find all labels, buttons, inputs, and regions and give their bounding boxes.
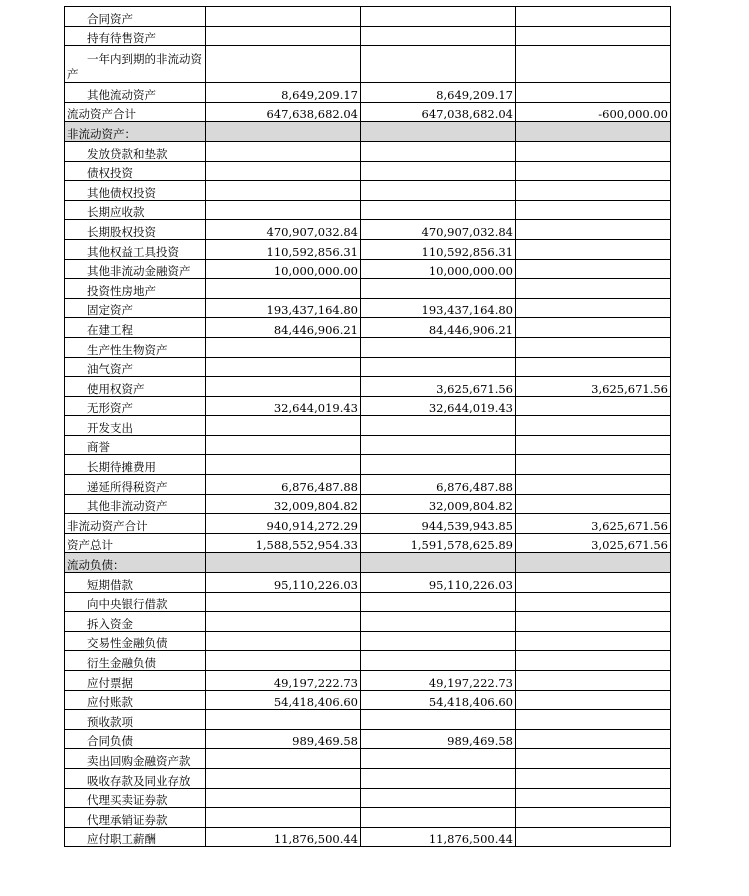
value-cell-col3	[516, 26, 671, 46]
row-label: 卖出回购金融资产款	[65, 749, 206, 769]
value-cell-col1: 940,914,272.29	[206, 514, 361, 534]
value-cell-col3	[516, 83, 671, 103]
table-row	[65, 435, 671, 455]
table-row	[65, 651, 671, 671]
value-cell-col2: 3,625,671.56	[361, 377, 516, 397]
table-row	[65, 181, 671, 201]
value-cell-col3	[516, 592, 671, 612]
value-cell-col3	[516, 259, 671, 279]
balance-sheet-body	[65, 7, 671, 847]
row-label: 合同资产	[65, 7, 206, 27]
value-cell-col3	[516, 749, 671, 769]
value-cell-col2	[361, 553, 516, 573]
value-cell-col1	[206, 122, 361, 142]
value-cell-col3	[516, 827, 671, 847]
value-cell-col1: 989,469.58	[206, 729, 361, 749]
row-label: 固定资产	[65, 298, 206, 318]
value-cell-col2	[361, 710, 516, 730]
row-label: 短期借款	[65, 573, 206, 593]
table-row	[65, 788, 671, 808]
table-row	[65, 573, 671, 593]
value-cell-col3	[516, 553, 671, 573]
value-cell-col1	[206, 416, 361, 436]
row-label: 投资性房地产	[65, 279, 206, 299]
value-cell-col3	[516, 46, 671, 83]
value-cell-col1	[206, 553, 361, 573]
value-cell-col1: 6,876,487.88	[206, 475, 361, 495]
value-cell-col3	[516, 279, 671, 299]
table-row	[65, 416, 671, 436]
value-cell-col2	[361, 808, 516, 828]
value-cell-col3	[516, 122, 671, 142]
value-cell-col3	[516, 357, 671, 377]
value-cell-col2	[361, 455, 516, 475]
row-label: 开发支出	[65, 416, 206, 436]
value-cell-col3	[516, 141, 671, 161]
value-cell-col1	[206, 377, 361, 397]
value-cell-col1: 1,588,552,954.33	[206, 533, 361, 553]
table-row	[65, 396, 671, 416]
table-row	[65, 768, 671, 788]
table-row	[65, 220, 671, 240]
value-cell-col1	[206, 455, 361, 475]
table-row	[65, 671, 671, 691]
value-cell-col1: 470,907,032.84	[206, 220, 361, 240]
value-cell-col3	[516, 631, 671, 651]
value-cell-col2	[361, 26, 516, 46]
table-row	[65, 102, 671, 122]
table-row	[65, 533, 671, 553]
value-cell-col2: 84,446,906.21	[361, 318, 516, 338]
value-cell-col1: 32,009,804.82	[206, 494, 361, 514]
value-cell-col1: 11,876,500.44	[206, 827, 361, 847]
value-cell-col2	[361, 749, 516, 769]
row-label: 油气资产	[65, 357, 206, 377]
row-label: 应付账款	[65, 690, 206, 710]
row-label: 非流动资产合计	[65, 514, 206, 534]
value-cell-col3	[516, 455, 671, 475]
value-cell-col3	[516, 808, 671, 828]
value-cell-col2	[361, 279, 516, 299]
row-label: 在建工程	[65, 318, 206, 338]
row-label: 一年内到期的非流动资产	[65, 46, 206, 83]
value-cell-col2: 944,539,943.85	[361, 514, 516, 534]
value-cell-col2	[361, 435, 516, 455]
row-label: 长期应收款	[65, 200, 206, 220]
value-cell-col2: 6,876,487.88	[361, 475, 516, 495]
value-cell-col1: 84,446,906.21	[206, 318, 361, 338]
value-cell-col1	[206, 279, 361, 299]
value-cell-col1: 32,644,019.43	[206, 396, 361, 416]
value-cell-col3	[516, 671, 671, 691]
value-cell-col2	[361, 788, 516, 808]
value-cell-col3	[516, 768, 671, 788]
value-cell-col1	[206, 612, 361, 632]
value-cell-col3	[516, 200, 671, 220]
value-cell-col2: 989,469.58	[361, 729, 516, 749]
value-cell-col3	[516, 475, 671, 495]
value-cell-col2: 470,907,032.84	[361, 220, 516, 240]
row-label: 其他非流动金融资产	[65, 259, 206, 279]
table-row	[65, 318, 671, 338]
section-header-row	[65, 122, 671, 142]
value-cell-col3	[516, 239, 671, 259]
row-label: 商誉	[65, 435, 206, 455]
value-cell-col3	[516, 220, 671, 240]
table-row	[65, 279, 671, 299]
value-cell-col1	[206, 808, 361, 828]
value-cell-col2	[361, 651, 516, 671]
value-cell-col1	[206, 7, 361, 27]
row-label: 生产性生物资产	[65, 337, 206, 357]
row-label: 代理买卖证券款	[65, 788, 206, 808]
value-cell-col2: 647,038,682.04	[361, 102, 516, 122]
value-cell-col3	[516, 416, 671, 436]
value-cell-col3	[516, 161, 671, 181]
table-row	[65, 46, 671, 83]
value-cell-col2	[361, 7, 516, 27]
row-label: 其他权益工具投资	[65, 239, 206, 259]
value-cell-col1: 54,418,406.60	[206, 690, 361, 710]
table-row	[65, 494, 671, 514]
value-cell-col1	[206, 181, 361, 201]
value-cell-col1	[206, 592, 361, 612]
value-cell-col3	[516, 494, 671, 514]
row-label: 非流动资产：	[65, 122, 206, 142]
value-cell-col2	[361, 181, 516, 201]
value-cell-col2: 110,592,856.31	[361, 239, 516, 259]
value-cell-col3	[516, 337, 671, 357]
row-label: 交易性金融负债	[65, 631, 206, 651]
row-label: 使用权资产	[65, 377, 206, 397]
value-cell-col1: 10,000,000.00	[206, 259, 361, 279]
value-cell-col3	[516, 396, 671, 416]
value-cell-col1	[206, 435, 361, 455]
value-cell-col2: 32,644,019.43	[361, 396, 516, 416]
row-label: 向中央银行借款	[65, 592, 206, 612]
row-label: 预收款项	[65, 710, 206, 730]
row-label: 吸收存款及同业存放	[65, 768, 206, 788]
value-cell-col2	[361, 592, 516, 612]
table-row	[65, 455, 671, 475]
value-cell-col2	[361, 416, 516, 436]
value-cell-col3	[516, 318, 671, 338]
value-cell-col3	[516, 710, 671, 730]
value-cell-col1	[206, 141, 361, 161]
value-cell-col1: 49,197,222.73	[206, 671, 361, 691]
row-label: 应付票据	[65, 671, 206, 691]
table-row	[65, 239, 671, 259]
value-cell-col2: 54,418,406.60	[361, 690, 516, 710]
table-row	[65, 357, 671, 377]
row-label: 合同负债	[65, 729, 206, 749]
value-cell-col2: 49,197,222.73	[361, 671, 516, 691]
value-cell-col3	[516, 651, 671, 671]
table-row	[65, 298, 671, 318]
value-cell-col1	[206, 357, 361, 377]
row-label: 长期股权投资	[65, 220, 206, 240]
value-cell-col2	[361, 161, 516, 181]
row-label: 应付职工薪酬	[65, 827, 206, 847]
row-label: 债权投资	[65, 161, 206, 181]
value-cell-col1	[206, 651, 361, 671]
value-cell-col1	[206, 26, 361, 46]
value-cell-col3	[516, 729, 671, 749]
value-cell-col2: 32,009,804.82	[361, 494, 516, 514]
table-row	[65, 808, 671, 828]
value-cell-col2: 10,000,000.00	[361, 259, 516, 279]
row-label: 其他债权投资	[65, 181, 206, 201]
value-cell-col3: 3,625,671.56	[516, 514, 671, 534]
value-cell-col1: 110,592,856.31	[206, 239, 361, 259]
value-cell-col1	[206, 788, 361, 808]
value-cell-col1: 647,638,682.04	[206, 102, 361, 122]
value-cell-col1	[206, 710, 361, 730]
value-cell-col1: 95,110,226.03	[206, 573, 361, 593]
table-row	[65, 475, 671, 495]
value-cell-col2	[361, 612, 516, 632]
table-row	[65, 26, 671, 46]
value-cell-col3: 3,625,671.56	[516, 377, 671, 397]
row-label: 资产总计	[65, 533, 206, 553]
value-cell-col2: 11,876,500.44	[361, 827, 516, 847]
value-cell-col3: 3,025,671.56	[516, 533, 671, 553]
row-label: 长期待摊费用	[65, 455, 206, 475]
row-label: 持有待售资产	[65, 26, 206, 46]
table-row	[65, 259, 671, 279]
row-label: 代理承销证券款	[65, 808, 206, 828]
value-cell-col1	[206, 749, 361, 769]
row-label: 流动资产合计	[65, 102, 206, 122]
table-row	[65, 710, 671, 730]
balance-sheet-table	[64, 6, 671, 847]
table-row	[65, 141, 671, 161]
value-cell-col3	[516, 788, 671, 808]
row-label: 其他流动资产	[65, 83, 206, 103]
value-cell-col3	[516, 298, 671, 318]
value-cell-col1: 193,437,164.80	[206, 298, 361, 318]
value-cell-col3: -600,000.00	[516, 102, 671, 122]
table-row	[65, 729, 671, 749]
value-cell-col1	[206, 46, 361, 83]
value-cell-col2: 8,649,209.17	[361, 83, 516, 103]
value-cell-col2: 193,437,164.80	[361, 298, 516, 318]
row-label: 发放贷款和垫款	[65, 141, 206, 161]
value-cell-col2	[361, 357, 516, 377]
row-label: 拆入资金	[65, 612, 206, 632]
row-label: 衍生金融负债	[65, 651, 206, 671]
value-cell-col2: 95,110,226.03	[361, 573, 516, 593]
value-cell-col3	[516, 612, 671, 632]
value-cell-col2	[361, 141, 516, 161]
value-cell-col2: 1,591,578,625.89	[361, 533, 516, 553]
value-cell-col1	[206, 200, 361, 220]
row-label: 流动负债：	[65, 553, 206, 573]
table-row	[65, 592, 671, 612]
table-row	[65, 749, 671, 769]
table-row	[65, 337, 671, 357]
value-cell-col1	[206, 337, 361, 357]
table-row	[65, 827, 671, 847]
row-label: 其他非流动资产	[65, 494, 206, 514]
table-row	[65, 83, 671, 103]
value-cell-col3	[516, 573, 671, 593]
table-row	[65, 514, 671, 534]
table-row	[65, 612, 671, 632]
value-cell-col2	[361, 46, 516, 83]
value-cell-col2	[361, 122, 516, 142]
value-cell-col3	[516, 181, 671, 201]
table-row	[65, 200, 671, 220]
table-row	[65, 377, 671, 397]
row-label: 递延所得税资产	[65, 475, 206, 495]
value-cell-col1	[206, 161, 361, 181]
value-cell-col3	[516, 435, 671, 455]
value-cell-col3	[516, 7, 671, 27]
value-cell-col2	[361, 337, 516, 357]
value-cell-col1	[206, 631, 361, 651]
value-cell-col3	[516, 690, 671, 710]
table-row	[65, 7, 671, 27]
value-cell-col2	[361, 631, 516, 651]
value-cell-col1	[206, 768, 361, 788]
table-row	[65, 161, 671, 181]
table-row	[65, 690, 671, 710]
table-row	[65, 631, 671, 651]
value-cell-col2	[361, 200, 516, 220]
row-label: 无形资产	[65, 396, 206, 416]
value-cell-col1: 8,649,209.17	[206, 83, 361, 103]
section-header-row	[65, 553, 671, 573]
value-cell-col2	[361, 768, 516, 788]
